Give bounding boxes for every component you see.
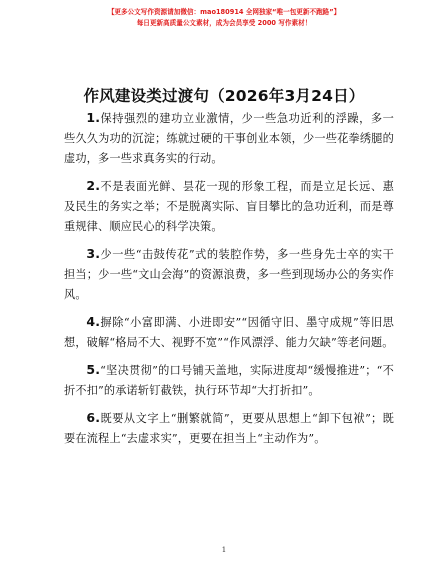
paragraph-text: 既要从文字上“删繁就简”，更要从思想上“卸下包袱”；既要在流程上“去虚求实”，更要在担当上“主动作为”。 [64, 412, 394, 445]
paragraph-6 [64, 408, 394, 449]
paragraph-number: 5. [86, 362, 101, 377]
paragraph-text: 保持强烈的建功立业激情，少一些急功近利的浮躁，多一些久久为功的沉淀；练就过硬的干事创业本领，少一些花拳绣腿的虚功，多一些求真务实的行动。 [64, 112, 394, 165]
paragraph-text: 不是表面光鲜、昙花一现的形象工程，而是立足长远、惠及民生的务实之举；不是脱离实际、盲目攀比的急功近利，而是尊重规律、顺应民心的科学决策。 [64, 180, 394, 233]
paragraph-2 [64, 176, 394, 237]
document-title: 作风建设类过渡句（2026年3月24日） [83, 87, 365, 105]
paragraph-number: 3. [86, 246, 101, 261]
paragraph-number: 2. [86, 178, 101, 193]
paragraph-text: 少一些“击鼓传花”式的装腔作势，多一些身先士卒的实干担当；少一些“文山会海”的资源浪费，多一些到现场办公的务实作风。 [64, 248, 394, 301]
paragraph-text: 摒除“小富即满、小进即安”“因循守旧、墨守成规”等旧思想，破解“格局不大、视野不宽”“作风漂浮、能力欠缺”等老问题。 [64, 316, 394, 349]
page-number: 1 [221, 546, 227, 554]
paragraph-number: 4. [86, 314, 101, 329]
paragraph-5 [64, 360, 394, 401]
promo-banner-line-1: 【更多公文写作资源请加微信：mao180914 全网独家“唯一包更新不跑路”】 [107, 8, 341, 16]
paragraph-1 [64, 108, 394, 169]
paragraph-text: “坚决贯彻”的口号铺天盖地，实际进度却“缓慢推进”；“不折不扣”的承诺斩钉截铁，执行环节却“大打折扣”。 [64, 364, 394, 397]
promo-banner [0, 7, 448, 29]
document-body [64, 108, 394, 456]
paragraph-number: 6. [86, 410, 101, 425]
paragraph-3 [64, 244, 394, 305]
paragraph-4 [64, 312, 394, 353]
promo-banner-line-2: 每日更新高质量公文素材，成为会员享受 2000 写作素材！ [136, 19, 312, 27]
paragraph-number: 1. [86, 110, 101, 125]
